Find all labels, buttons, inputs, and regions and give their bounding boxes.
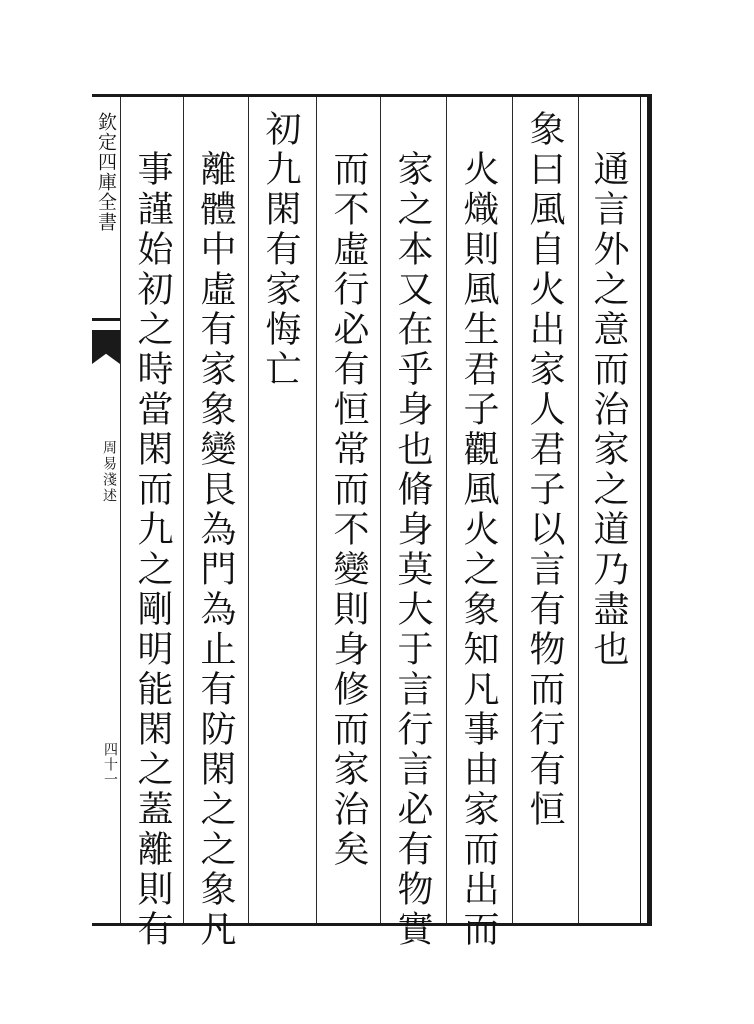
text-column-2: 象曰風自火出家人君子以言有物而行有恒 [524, 110, 565, 830]
column-divider [120, 97, 121, 923]
column-divider [512, 97, 513, 923]
text-column-7: 離體中虛有家象變艮為門為止有防閑之之象凡 [195, 150, 236, 950]
column-divider [578, 97, 579, 923]
column-divider [248, 97, 249, 923]
text-column-1: 通言外之意而治家之道乃盡也 [588, 150, 629, 670]
page-frame [92, 94, 652, 926]
text-column-8: 事謹始初之時當閑而九之剛明能閑之蓋離則有 [132, 150, 173, 950]
column-divider [446, 97, 447, 923]
column-divider [183, 97, 184, 923]
text-column-4: 家之本又在乎身也脩身莫大于言行言必有物實 [392, 150, 433, 950]
text-column-3: 火熾則風生君子觀風火之象知凡事由家而出而 [458, 150, 499, 950]
column-divider [380, 97, 381, 923]
frame-inner-line [640, 97, 641, 923]
margin-book-title: 周易淺述 [101, 440, 117, 504]
fishtail-line [92, 318, 120, 321]
text-column-5: 而不虛行必有恒常而不變則身修而家治矣 [328, 150, 369, 870]
margin-collection-title: 欽定四庫全書 [95, 112, 117, 232]
margin-page-number: 四十一 [102, 742, 118, 787]
column-divider [316, 97, 317, 923]
text-column-6: 初九閑有家悔亡 [260, 110, 301, 390]
